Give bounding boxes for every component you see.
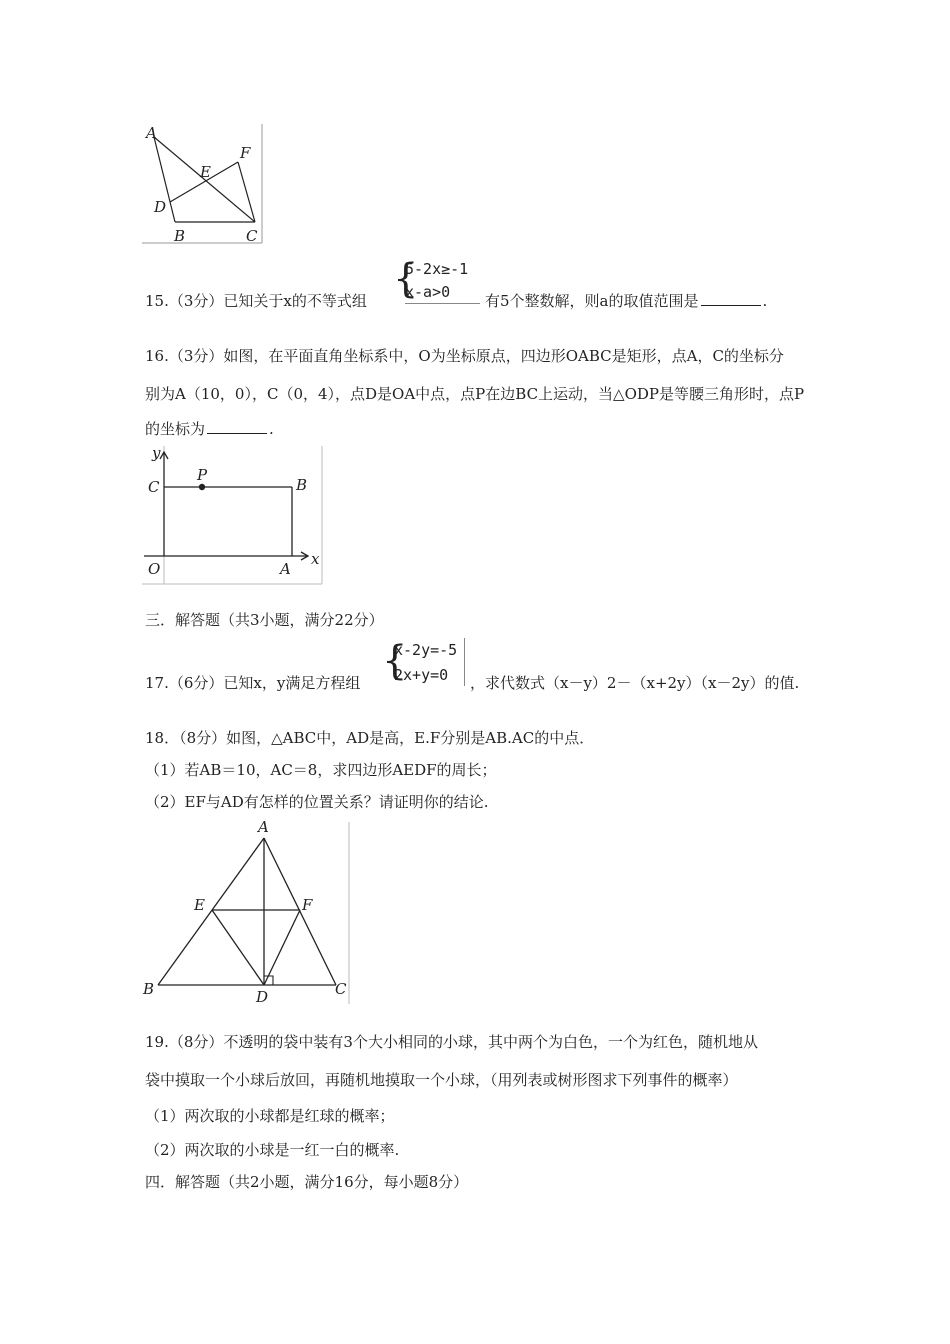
fig16-label-c: C [148,478,160,496]
q17-system-border [464,638,465,686]
q19-part2: （2）两次取的小球是一红一白的概率. [145,1141,400,1159]
fig18-label-f: F [302,896,313,914]
question-17 [145,672,360,693]
fig16-label-y: y [152,444,161,462]
fig18-label-a: A [258,820,269,836]
question-15 [145,290,367,311]
figure-q16-svg [140,444,325,586]
fig14-label-c: C [246,227,258,245]
fig18-label-c: C [335,980,347,998]
q17-brace: { [382,638,408,684]
q16-line1: 16.（3分）如图，在平面直角坐标系中，O为坐标原点，四边形OABC是矩形，点A，C的坐标分 [145,347,784,365]
fig16-label-o: O [148,560,161,578]
q17-eq-1: x-2y=-5 [394,641,458,659]
q15-tail [485,290,767,311]
q17-eq-2: 2x+y=0 [394,666,449,684]
q15-ineq-1: 5-2x≥-1 [405,260,469,278]
q18-part1: （1）若AB＝10，AC＝8，求四边形AEDF的周长； [145,761,497,779]
figure-q16 [140,444,325,586]
q15-end: . [762,292,768,310]
q16-end: . [269,420,274,438]
q15-brace: { [393,256,419,302]
fig18-label-e: E [194,896,205,914]
q19-line1: 19.（8分）不透明的袋中装有3个大小相同的小球，其中两个为白色，一个为红色，随机地从 [145,1033,758,1051]
q16-answer-blank [207,432,267,434]
q15-ineq-2: x-a>0 [405,283,451,301]
q17-prefix: 17.（6分）已知x，y满足方程组 [145,674,361,692]
fig18-label-b: B [143,980,155,998]
q17-equation-system [382,638,468,688]
fig18-label-d: D [256,988,269,1006]
fig14-label-d: D [154,198,167,216]
figure-q14 [140,122,266,246]
fig16-label-x: x [311,550,320,568]
q16-line3 [145,418,274,439]
q16-line2: 别为A（10，0），C（0，4），点D是OA中点，点P在边BC上运动，当△ODP是等腰三角形时，点P [145,385,805,403]
q16-line3-text: 的坐标为 [145,420,206,438]
q17-tail: ，求代数式（x－y）2－（x+2y）（x－2y）的值. [470,674,800,692]
fig14-label-e: E [200,163,211,181]
section-4-title: 四．解答题（共2小题，满分16分，每小题8分） [145,1173,469,1191]
figure-q14-svg [140,122,266,246]
figure-q18-svg [140,820,352,1006]
q19-part1: （1）两次取的小球都是红球的概率； [145,1107,395,1125]
q18-line1: 18．（8分）如图，△ABC中，AD是高，E.F分别是AB.AC的中点． [145,729,595,747]
section-3-title: 三．解答题（共3小题，满分22分） [145,611,384,629]
fig16-label-b: B [296,476,308,494]
q19-line2: 袋中摸取一个小球后放回，再随机地摸取一个小球，（用列表或树形图求下列事件的概率） [145,1071,738,1089]
q15-suffix: 有5个整数解，则a的取值范围是 [485,292,699,310]
fig14-label-a: A [146,124,157,142]
fig16-label-a: A [280,560,291,578]
fig14-label-f: F [240,144,251,162]
q15-prefix: 15.（3分）已知关于x的不等式组 [145,292,367,310]
q15-system-underline [405,303,480,304]
q15-answer-blank [701,304,761,306]
fig16-label-p: P [197,466,208,484]
fig14-label-b: B [174,227,186,245]
fig16-point-p [199,484,205,490]
q18-part2: （2）EF与AD有怎样的位置关系？请证明你的结论. [145,793,489,811]
q15-inequality-system [393,258,483,304]
figure-q18 [140,820,352,1006]
